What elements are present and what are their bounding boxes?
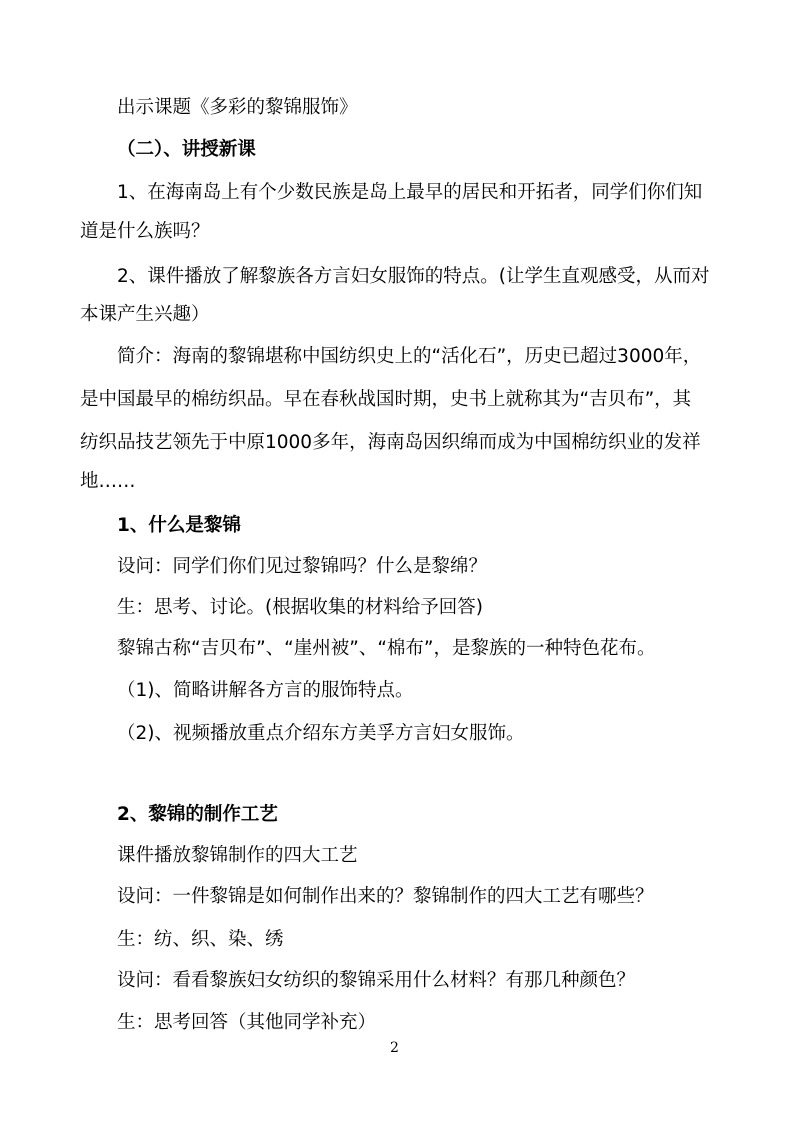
paragraph-intro-line4: 地……: [80, 471, 136, 492]
paragraph-intro-line3: 纺织品技艺领先于中原1000多年，海南岛因织绵而成为中国棉纺织业的发祥: [80, 432, 701, 453]
paragraph-question-making: 设问：一件黎锦是如何制作出来的？黎锦制作的四大工艺有哪些？: [117, 886, 654, 907]
paragraph-intro-line2: 是中国最早的棉纺织品。早在春秋战国时期，史书上就称其为“吉贝布”，其: [80, 389, 692, 410]
page-number: 2: [390, 1040, 399, 1056]
paragraph-question-1-line1: 1、在海南岛上有个少数民族是岛上最早的居民和开拓者，同学们你们知: [117, 182, 703, 203]
paragraph-courseware-line2: 本课产生兴趣）: [80, 304, 210, 325]
paragraph-ancient-names: 黎锦古称“吉贝布”、“崖州被”、“棉布”，是黎族的一种特色花布。: [117, 638, 656, 659]
list-item-1: （1)、简略讲解各方言的服饰特点。: [117, 680, 414, 701]
paragraph-student-think: 生：思考回答（其他同学补充）: [117, 1012, 377, 1033]
section-heading-new-lesson: （二）、讲授新课: [117, 139, 256, 160]
paragraph-topic: 出示课题《多彩的黎锦服饰》: [117, 97, 358, 118]
paragraph-question-1-line2: 道是什么族吗？: [80, 221, 210, 242]
list-item-2: （2)、视频播放重点介绍东方美孚方言妇女服饰。: [117, 723, 525, 744]
paragraph-question-seen: 设问：同学们你们见过黎锦吗？什么是黎绵？: [117, 556, 488, 577]
paragraph-intro-line1: 简介：海南的黎锦堪称中国纺织史上的“活化石”，历史已超过3000年，: [117, 346, 702, 367]
paragraph-courseware-craft: 课件播放黎锦制作的四大工艺: [117, 845, 358, 866]
paragraph-courseware-line1: 2、课件播放了解黎族各方言妇女服饰的特点。(让学生直观感受，从而对: [117, 266, 710, 287]
paragraph-student-answer: 生：纺、织、染、绣: [117, 929, 284, 950]
section-heading-craft: 2、黎锦的制作工艺: [117, 804, 278, 825]
paragraph-student-discuss: 生：思考、讨论。(根据收集的材料给予回答): [117, 597, 483, 618]
paragraph-question-material: 设问：看看黎族妇女纺织的黎锦采用什么材料？有那几种颜色？: [117, 970, 636, 991]
section-heading-what-is-lijin: 1、什么是黎锦: [117, 515, 241, 536]
